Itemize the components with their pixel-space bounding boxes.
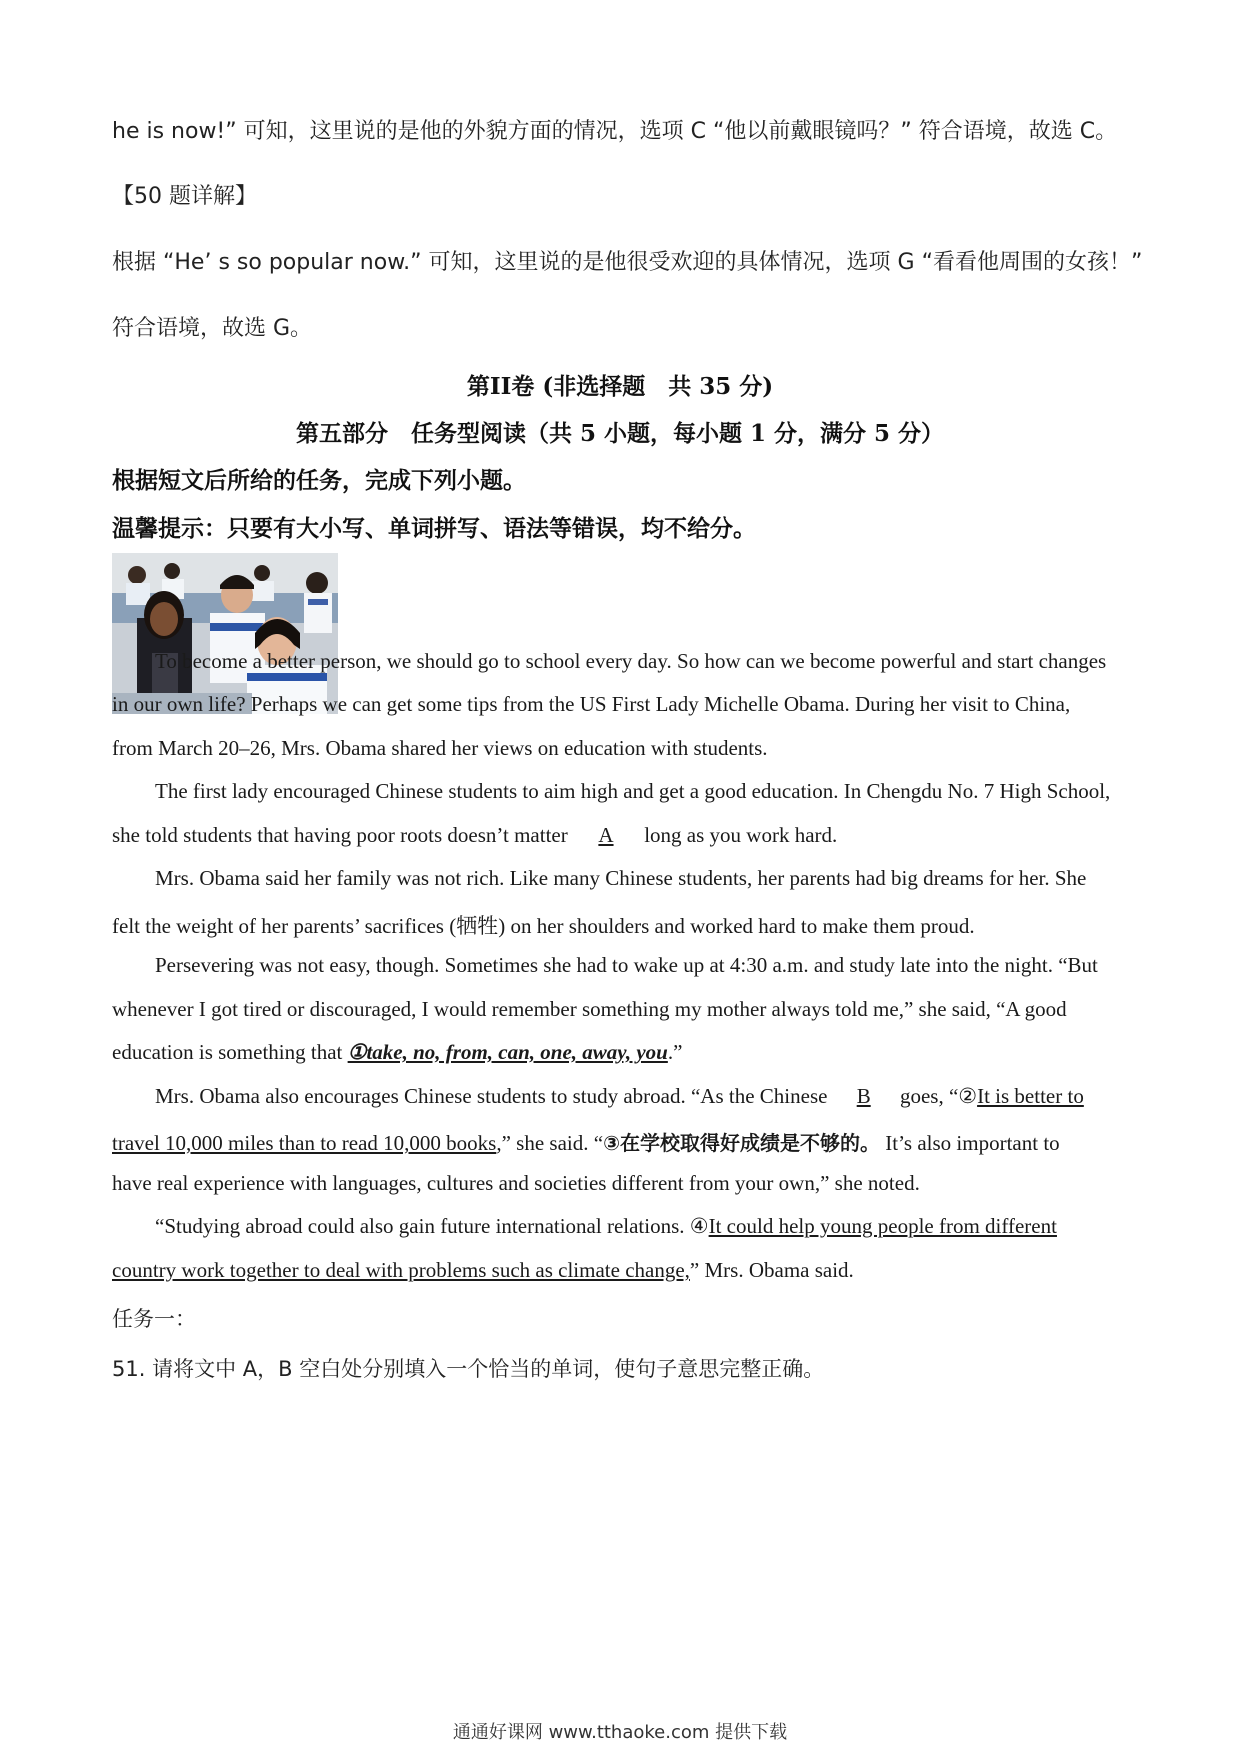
- q50-explanation-line-2: 符合语境，故选 G。: [112, 316, 313, 341]
- passage-p5-line3: have real experience with languages, cultures and societies different from your own,” she noted.: [112, 1171, 920, 1195]
- section-title: 第II卷 (非选择题 共 35 分): [466, 373, 774, 400]
- classroom-photo: [112, 553, 338, 714]
- passage-text: education is something that: [112, 1040, 348, 1064]
- passage-text: goes, “②: [899, 1084, 978, 1108]
- explanation-line-1: he is now!” 可知，这里说的是他的外貌方面的情况，选项 C “他以前戴眼镜吗？” 符合语境，故选 C。: [112, 119, 1118, 144]
- passage-text: she told students that having poor roots doesn’t matter: [112, 823, 568, 847]
- task-3-chinese-sentence: ③在学校取得好成绩是不够的。: [603, 1131, 881, 1155]
- passage-p1-line3: from March 20–26, Mrs. Obama shared her views on education with students.: [112, 736, 768, 760]
- passage-p5-line1: [155, 1084, 1084, 1109]
- passage-p4-line1: Persevering was not easy, though. Sometimes she had to wake up at 4:30 a.m. and study late into the night. “But: [155, 953, 1098, 977]
- q50-heading: 【50 题详解】: [112, 184, 257, 209]
- passage-p6-line1: [155, 1214, 1057, 1239]
- warning-note: 温馨提示：只要有大小写、单词拼写、语法等错误，均不给分。: [112, 515, 756, 542]
- task-2-sentence-part2: travel 10,000 miles than to read 10,000 books: [112, 1131, 497, 1155]
- passage-text: It’s also important to: [885, 1131, 1060, 1155]
- task-4-sentence-part1: It could help young people from different: [708, 1214, 1057, 1238]
- q50-explanation-line-1: 根据 “He’ s so popular now.” 可知，这里说的是他很受欢迎的具体情况，选项 G “看看他周围的女孩！”: [112, 250, 1143, 275]
- task-1-scrambled-words: ①take, no, from, can, one, away, you: [347, 1040, 668, 1064]
- passage-text: Mrs. Obama also encourages Chinese students to study abroad. “As the Chinese: [155, 1084, 828, 1108]
- passage-p4-line3: [112, 1040, 682, 1065]
- passage-p2-line1: The first lady encouraged Chinese students to aim high and get a good education. In Chengdu No. 7 High School,: [155, 779, 1111, 803]
- passage-p1-line2: in our own life? Perhaps we can get some tips from the US First Lady Michelle Obama. During her visit to China,: [112, 692, 1071, 716]
- part-title: 第五部分 任务型阅读（共 5 小题，每小题 1 分，满分 5 分）: [295, 420, 945, 447]
- passage-text: ” Mrs. Obama said.: [689, 1258, 854, 1282]
- passage-p2-line2: [112, 823, 837, 848]
- passage-text: long as you work hard.: [644, 823, 838, 847]
- passage-p3-line1: Mrs. Obama said her family was not rich. Like many Chinese students, her parents had big dreams for her. She: [155, 866, 1087, 890]
- passage-p3-line2: felt the weight of her parents’ sacrifices (牺牲) on her shoulders and worked hard to make them proud.: [112, 914, 975, 938]
- blank-b: B: [856, 1084, 871, 1108]
- page-footer: 通通好课网 www.tthaoke.com 提供下载: [452, 1722, 788, 1743]
- passage-text: .”: [667, 1040, 683, 1064]
- task-4-sentence-part2: country work together to deal with problems such as climate change,: [112, 1258, 690, 1282]
- task-one-label: 任务一：: [112, 1307, 196, 1331]
- question-51: 51. 请将文中 A，B 空白处分别填入一个恰当的单词，使句子意思完整正确。: [112, 1357, 825, 1381]
- passage-p4-line2: whenever I got tired or discouraged, I would remember something my mother always told me,” she said, “A good: [112, 997, 1067, 1021]
- passage-text: “Studying abroad could also gain future international relations. ④: [155, 1214, 709, 1238]
- passage-p1-line1: To become a better person, we should go to school every day. So how can we become powerful and start changes: [155, 649, 1107, 673]
- instruction: 根据短文后所给的任务，完成下列小题。: [112, 467, 526, 494]
- task-2-sentence-part1: It is better to: [977, 1084, 1084, 1108]
- passage-p6-line2: [112, 1258, 854, 1283]
- passage-text: ,” she said. “: [496, 1131, 604, 1155]
- passage-p5-line2: [112, 1127, 1060, 1156]
- blank-a: A: [598, 823, 614, 847]
